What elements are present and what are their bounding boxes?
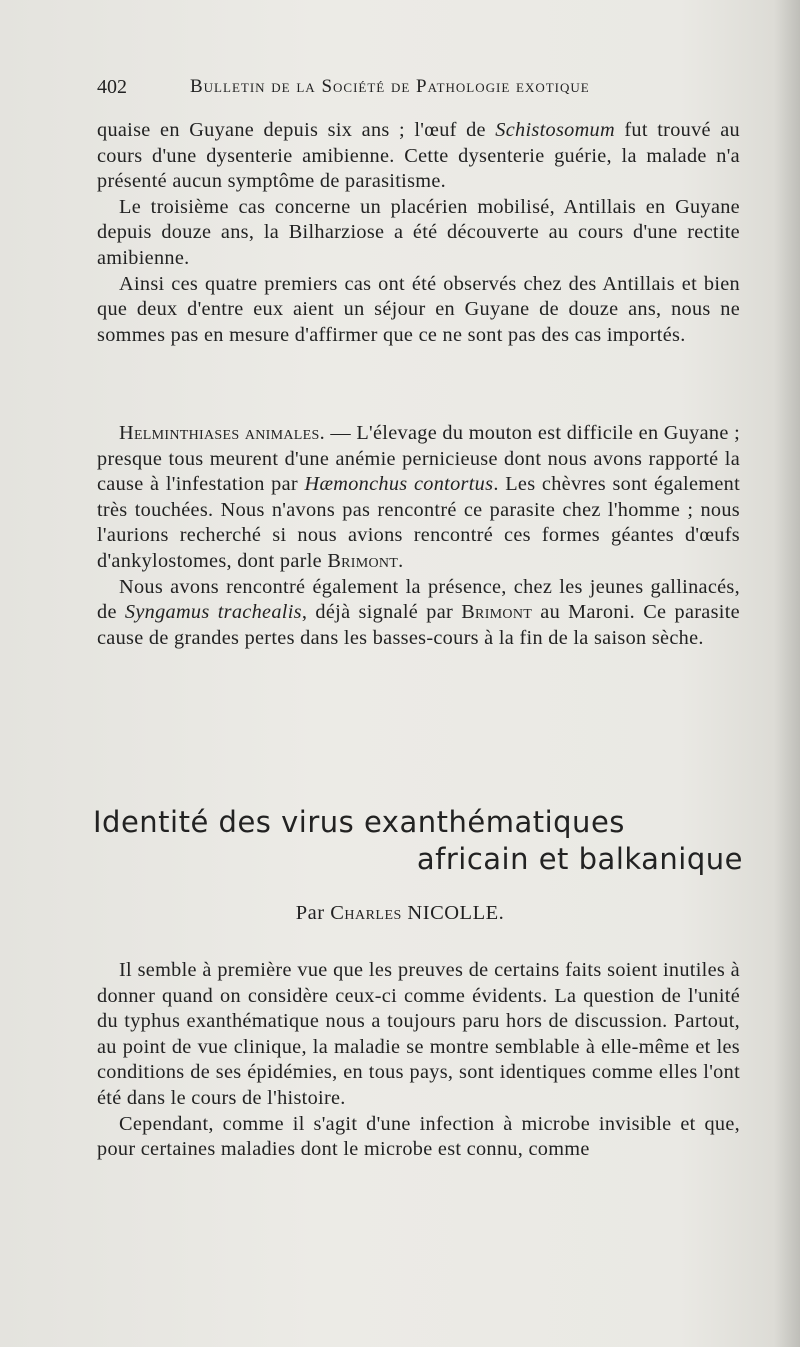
species-name: Hæmonchus contortus <box>304 473 494 496</box>
species-name: Syngamus trachealis <box>124 601 302 624</box>
page-number: 402 <box>97 76 127 98</box>
paragraph: Le troisième cas concerne un placérien mobilisé, Antillais en Guyane depuis douze ans, la Bilharziose a été découverte au cours d'une rectite amibienne. <box>97 195 740 269</box>
paragraph: Nous avons rencontré également la présence, chez les jeunes gallinacés, de Syngamus trachealis, déjà signalé par Brimont au Maroni. Ce parasite cause de grandes pertes dans les basses-cours à la fin de la saison sèche. <box>97 575 740 649</box>
article-body <box>97 958 740 1163</box>
author-reference: Brimont <box>327 549 399 572</box>
section-heading: Helminthiases animales <box>119 422 320 444</box>
paragraph: Ainsi ces quatre premiers cas ont été observés chez des Antillais et bien que deux d'entre eux aient un séjour en Guyane de douze ans, nous ne sommes pas en mesure d'affirmer que ce ne sont pas des cas importés. <box>97 272 740 346</box>
journal-title: Bulletin de la Société de Pathologie exotique <box>190 76 590 97</box>
running-head <box>97 72 740 102</box>
paragraph: Helminthiases animales. — L'élevage du mouton est difficile en Guyane ; presque tous meurent d'une anémie pernicieuse dont nous avons rapporté la cause à l'infestation par Hæmonchus contortus. Les chèvres sont également très touchées. Nous n'avons pas rencontré ce parasite chez l'homme ; nous l'aurions recherché si nous avions rencontré ces formes géantes d'œufs d'ankylostomes, dont parle Brimont. <box>97 422 740 572</box>
byline: Par Charles NICOLLE. <box>295 902 505 924</box>
section-bilharziose <box>97 118 740 348</box>
author-name: Charles NICOLLE. <box>330 902 505 924</box>
paragraph: quaise en Guyane depuis six ans ; l'œuf de Schistosomum fut trouvé au cours d'une dysenterie amibienne. Cette dysenterie guérie, la malade n'a présenté aucun symptôme de parasitisme. <box>97 119 740 193</box>
author-reference: Brimont <box>461 601 533 624</box>
species-name: Schistosomum <box>495 119 615 141</box>
page-edge-shadow <box>774 0 800 1347</box>
article-title-line: africain et balkanique <box>416 842 743 876</box>
paragraph: Il semble à première vue que les preuves de certains faits soient inutiles à donner quand on considère ceux-ci comme évidents. La question de l'unité du typhus exanthématique nous a toujours paru hors de discussion. Partout, au point de vue clinique, la maladie se montre semblable à elle-même et les conditions de ses épidémies, en tous pays, sont identiques comme elles l'ont été dans le cours de l'histoire. <box>97 959 740 1109</box>
article-title-line: Identité des virus exanthématiques <box>93 805 625 839</box>
section-helminthiases <box>97 421 740 651</box>
paragraph: Cependant, comme il s'agit d'une infection à microbe invisible et que, pour certaines maladies dont le microbe est connu, comme <box>97 1112 740 1161</box>
